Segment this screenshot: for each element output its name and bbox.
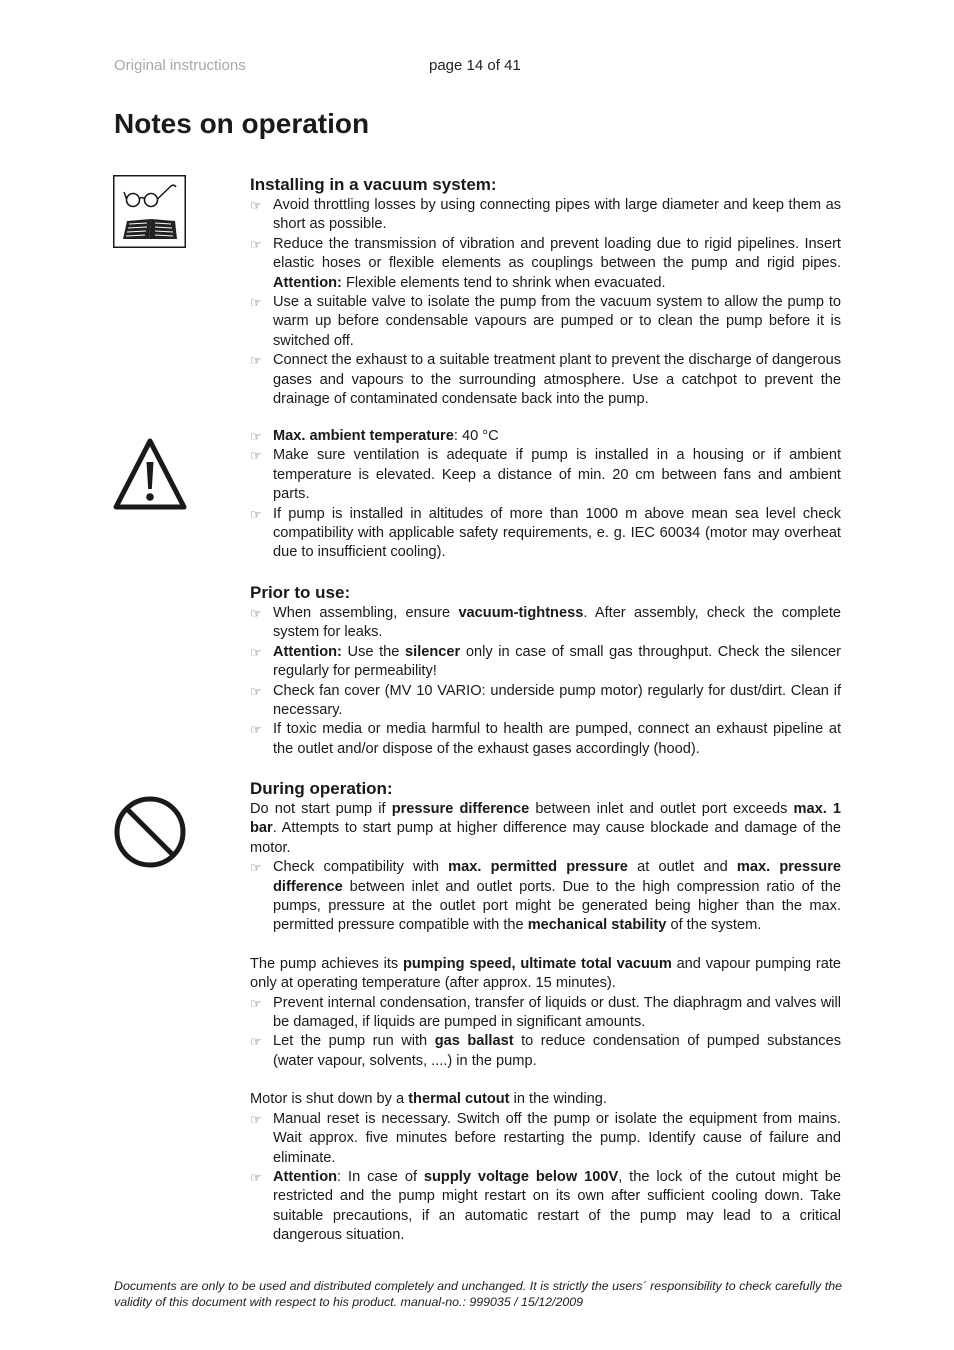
during-list-1	[250, 858, 841, 936]
installing-list	[250, 196, 841, 409]
pointing-hand-icon: ☞	[250, 683, 262, 699]
installing-heading: Installing in a vacuum system:	[250, 175, 497, 194]
during-paragraph-3: Motor is shut down by a thermal cutout in the winding.	[250, 1091, 607, 1108]
pointing-hand-icon: ☞	[250, 722, 262, 738]
read-manual-icon	[113, 175, 186, 248]
list-item: ☞ Avoid throttling losses by using connecting pipes with large diameter and keep them as short as possible.	[250, 197, 841, 233]
list-item: ☞ Manual reset is necessary. Switch off the pump or isolate the equipment from mains. Wait approx. five minutes before restarting the pump. Identify cause of failure and eliminate.	[250, 1110, 841, 1166]
list-item: ☞ Use a suitable valve to isolate the pump from the vacuum system to allow the pump to warm up before condensable vapours are pumped or to clean the pump before it is switched off.	[250, 294, 841, 349]
warning-section	[250, 427, 841, 563]
installing-section	[250, 175, 841, 409]
pointing-hand-icon: ☞	[250, 860, 262, 876]
prior-heading: Prior to use:	[250, 583, 351, 602]
list-item: ☞ If toxic media or media harmful to health are pumped, connect an exhaust pipeline at the outlet and/or dispose of the exhaust gases accordingly (hood).	[250, 721, 841, 757]
list-item: ☞ Prevent internal condensation, transfer of liquids or dust. The diaphragm and valves will be damaged, if liquids are pumped in significant amounts.	[250, 994, 841, 1031]
during-list-3	[250, 1110, 841, 1246]
during-list-2	[250, 994, 841, 1072]
pointing-hand-icon: ☞	[250, 644, 262, 660]
page-title: Notes on operation	[114, 108, 370, 139]
during-intro: Do not start pump if pressure difference between inlet and outlet port exceeds max. 1 bar. Attempts to start pump at higher difference may cause blockade and damage of the motor.	[250, 801, 841, 856]
pointing-hand-icon: ☞	[250, 198, 262, 213]
pointing-hand-icon: ☞	[250, 506, 262, 522]
list-item: ☞ Attention: In case of supply voltage below 100V, the lock of the cutout might be restricted and the pump might restart on its own after sufficient cooling down. Take suitable precautions, if an automatic restart of the pump may lead to a critical dangerous situation.	[250, 1168, 841, 1244]
list-item: ☞ Check fan cover (MV 10 VARIO: underside pump motor) regularly for dust/dirt. Clean if necessary.	[250, 682, 841, 719]
pointing-hand-icon: ☞	[250, 448, 262, 464]
pointing-hand-icon: ☞	[250, 606, 262, 621]
pointing-hand-icon: ☞	[250, 429, 262, 444]
warning-list	[250, 427, 841, 563]
pointing-hand-icon: ☞	[250, 1111, 262, 1127]
prior-list	[250, 604, 841, 759]
page-number: page 14 of 41	[429, 57, 521, 74]
list-item: ☞ Let the pump run with gas ballast to reduce condensation of pumped substances (water vapour, solvents, ....) in the pump.	[250, 1033, 841, 1069]
list-item: ☞ Connect the exhaust to a suitable treatment plant to prevent the discharge of dangerous gases and vapours to the surrounding atmosphere. Use a catchpot to prevent the drainage of contaminated condensate back into the pump.	[250, 352, 841, 408]
during-section	[250, 779, 841, 1246]
during-heading: During operation:	[250, 779, 393, 798]
footer-note: Documents are only to be used and distributed completely and unchanged. It is strictly the users´ responsibility to check carefully the validity of this document with respect to his product. manual-no.: 999035 / 15/12/2009	[114, 1279, 842, 1309]
pointing-hand-icon: ☞	[250, 995, 262, 1011]
prohibition-icon	[113, 795, 187, 869]
pointing-hand-icon: ☞	[250, 236, 262, 252]
list-item: ☞ Reduce the transmission of vibration and prevent loading due to rigid pipelines. Insert elastic hoses or flexible elements as couplings between the pump and rigid pipes. Attention: Flexible elements tend to shrink when evacuated.	[250, 235, 841, 291]
list-item: ☞ If pump is installed in altitudes of more than 1000 m above mean sea level check compatibility with applicable safety requirements, e. g. IEC 60034 (motor may overheat due to insufficient cooling).	[250, 505, 841, 561]
warning-icon	[113, 437, 187, 511]
pointing-hand-icon: ☞	[250, 353, 262, 369]
prior-section	[250, 583, 841, 759]
pointing-hand-icon: ☞	[250, 1169, 262, 1185]
during-paragraph-2: The pump achieves its pumping speed, ultimate total vacuum and vapour pumping rate only at operating temperature (after approx. 15 minutes).	[250, 955, 841, 992]
pointing-hand-icon: ☞	[250, 1034, 262, 1050]
list-item: ☞ Check compatibility with max. permitted pressure at outlet and max. pressure difference between inlet and outlet ports. Due to the high compression ratio of the pumps, pressure at the outlet port might be generated being higher than the max. permitted pressure compatible with the mechanical stability of the system.	[250, 859, 841, 934]
list-item: ☞ Attention: Use the silencer only in case of small gas throughput. Check the silencer regularly for permeability!	[250, 643, 842, 680]
header-document-type: Original instructions	[114, 57, 246, 74]
pointing-hand-icon: ☞	[250, 295, 262, 311]
list-item: ☞ Max. ambient temperature: 40 °C	[250, 427, 841, 446]
list-item: ☞ Make sure ventilation is adequate if pump is installed in a housing or if ambient temperature is elevated. Keep a distance of min. 20 cm between fans and ambient parts.	[250, 447, 841, 503]
list-item: ☞ When assembling, ensure vacuum-tightness. After assembly, check the complete system for leaks.	[250, 605, 841, 641]
